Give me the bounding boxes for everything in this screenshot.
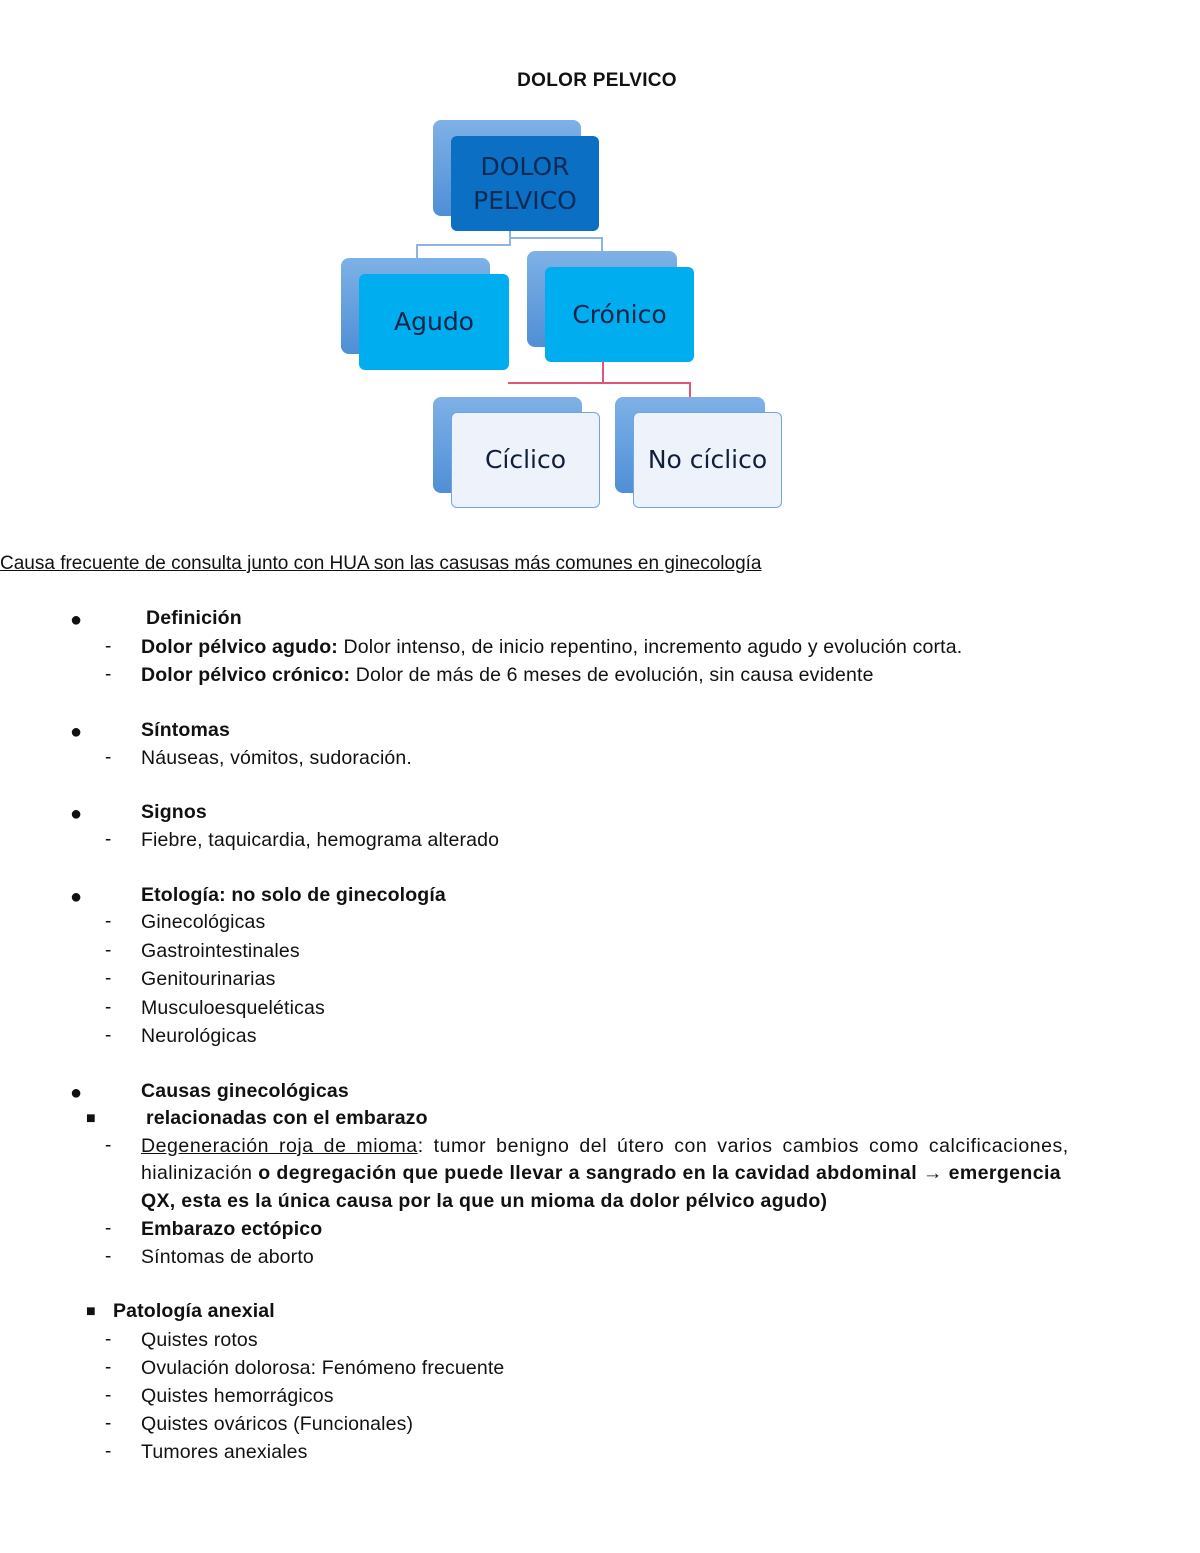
- square-bullet-icon: ■: [86, 1303, 96, 1320]
- ciclico-node-label: Cíclico: [484, 445, 567, 475]
- list-item: Fiebre, taquicardia, hemograma alterado: [141, 829, 500, 851]
- dash-icon: -: [105, 911, 112, 932]
- definicion-heading: Definición: [146, 607, 242, 629]
- list-item: Neurológicas: [141, 1025, 257, 1047]
- bullet-icon: ●: [70, 609, 83, 631]
- agudo-node-label: Agudo: [394, 307, 474, 337]
- bullet-icon: ●: [70, 1082, 83, 1104]
- list-item: Ovulación dolorosa: Fenómeno frecuente: [141, 1357, 505, 1379]
- dash-icon: -: [105, 829, 112, 850]
- anexial-heading: Patología anexial: [113, 1300, 275, 1322]
- dash-icon: -: [105, 1218, 112, 1239]
- bullet-icon: ●: [70, 803, 83, 825]
- bullet-icon: ●: [70, 721, 83, 743]
- sintomas-heading: Síntomas: [141, 719, 230, 741]
- dash-icon: -: [105, 1385, 112, 1406]
- aborto-item: Síntomas de aborto: [141, 1246, 314, 1268]
- dash-icon: -: [105, 1135, 112, 1156]
- no-ciclico-node: [633, 412, 782, 508]
- list-item: Musculoesqueléticas: [141, 997, 325, 1019]
- dash-icon: -: [105, 664, 112, 685]
- cronico-node: [545, 267, 694, 362]
- square-bullet-icon: ■: [86, 1110, 96, 1127]
- connector-root-left: [416, 244, 511, 246]
- causas-heading: Causas ginecológicas: [141, 1080, 349, 1102]
- degeneracion-line: [141, 1135, 1069, 1158]
- list-item: Genitourinarias: [141, 968, 276, 990]
- list-item: Quistes rotos: [141, 1329, 258, 1351]
- degeneracion-text: : tumor benigno del útero con varios cambios como calcificaciones,: [417, 1135, 1069, 1157]
- definicion-agudo-label: Dolor pélvico agudo:: [141, 636, 338, 658]
- definicion-agudo: [141, 636, 962, 659]
- ciclico-node: [451, 412, 600, 508]
- connector-root-right: [509, 237, 603, 239]
- page-title: DOLOR PELVICO: [517, 70, 677, 91]
- list-item: Náuseas, vómitos, sudoración.: [141, 747, 412, 769]
- dash-icon: -: [105, 1441, 112, 1462]
- dash-icon: -: [105, 1025, 112, 1046]
- dash-icon: -: [105, 968, 112, 989]
- hialinizacion-plain: hialinización: [141, 1162, 259, 1184]
- dash-icon: -: [105, 1246, 112, 1267]
- bullet-icon: ●: [70, 886, 83, 908]
- qx-line: QX, esta es la única causa por la que un mioma da dolor pélvico agudo): [141, 1190, 828, 1212]
- no-ciclico-node-label: No cíclico: [647, 445, 768, 475]
- agudo-node: [359, 274, 509, 370]
- definicion-cronico: [141, 664, 874, 687]
- definicion-agudo-text: Dolor intenso, de inicio repentino, incremento agudo y evolución corta.: [337, 636, 963, 658]
- hialinizacion-line: [141, 1162, 1061, 1185]
- dash-icon: -: [105, 1413, 112, 1434]
- list-item: Gastrointestinales: [141, 940, 300, 962]
- dash-icon: -: [105, 1357, 112, 1378]
- cronico-node-label: Crónico: [572, 299, 667, 329]
- dash-icon: -: [105, 940, 112, 961]
- connector-branch: [508, 382, 691, 384]
- degeneracion-link: Degeneración roja de mioma: [141, 1135, 418, 1157]
- definicion-cronico-text: Dolor de más de 6 meses de evolución, sin causa evidente: [350, 664, 874, 686]
- list-item: Quistes ováricos (Funcionales): [141, 1413, 414, 1435]
- list-item: Ginecológicas: [141, 911, 266, 933]
- dash-icon: -: [105, 747, 112, 768]
- etologia-heading: Etología: no solo de ginecología: [141, 884, 446, 906]
- dash-icon: -: [105, 1329, 112, 1350]
- dash-icon: -: [105, 997, 112, 1018]
- dash-icon: -: [105, 636, 112, 657]
- causas-subheading: relacionadas con el embarazo: [146, 1107, 428, 1129]
- list-item: Tumores anexiales: [141, 1441, 308, 1463]
- definicion-cronico-label: Dolor pélvico crónico:: [141, 664, 351, 686]
- connector-cronico-down: [602, 362, 604, 383]
- root-node: [451, 136, 599, 231]
- signos-heading: Signos: [141, 801, 207, 823]
- connector-noc-drop: [689, 382, 691, 397]
- intro-text: Causa frecuente de consulta junto con HUA son las casusas más comunes en ginecología: [0, 553, 762, 574]
- ectopico-item: Embarazo ectópico: [141, 1218, 323, 1240]
- list-item: Quistes hemorrágicos: [141, 1385, 334, 1407]
- hialinizacion-bold: o degregación que puede llevar a sangrado en la cavidad abdominal → emergencia: [258, 1162, 1062, 1184]
- root-node-label: DOLOR PELVICO: [473, 151, 577, 215]
